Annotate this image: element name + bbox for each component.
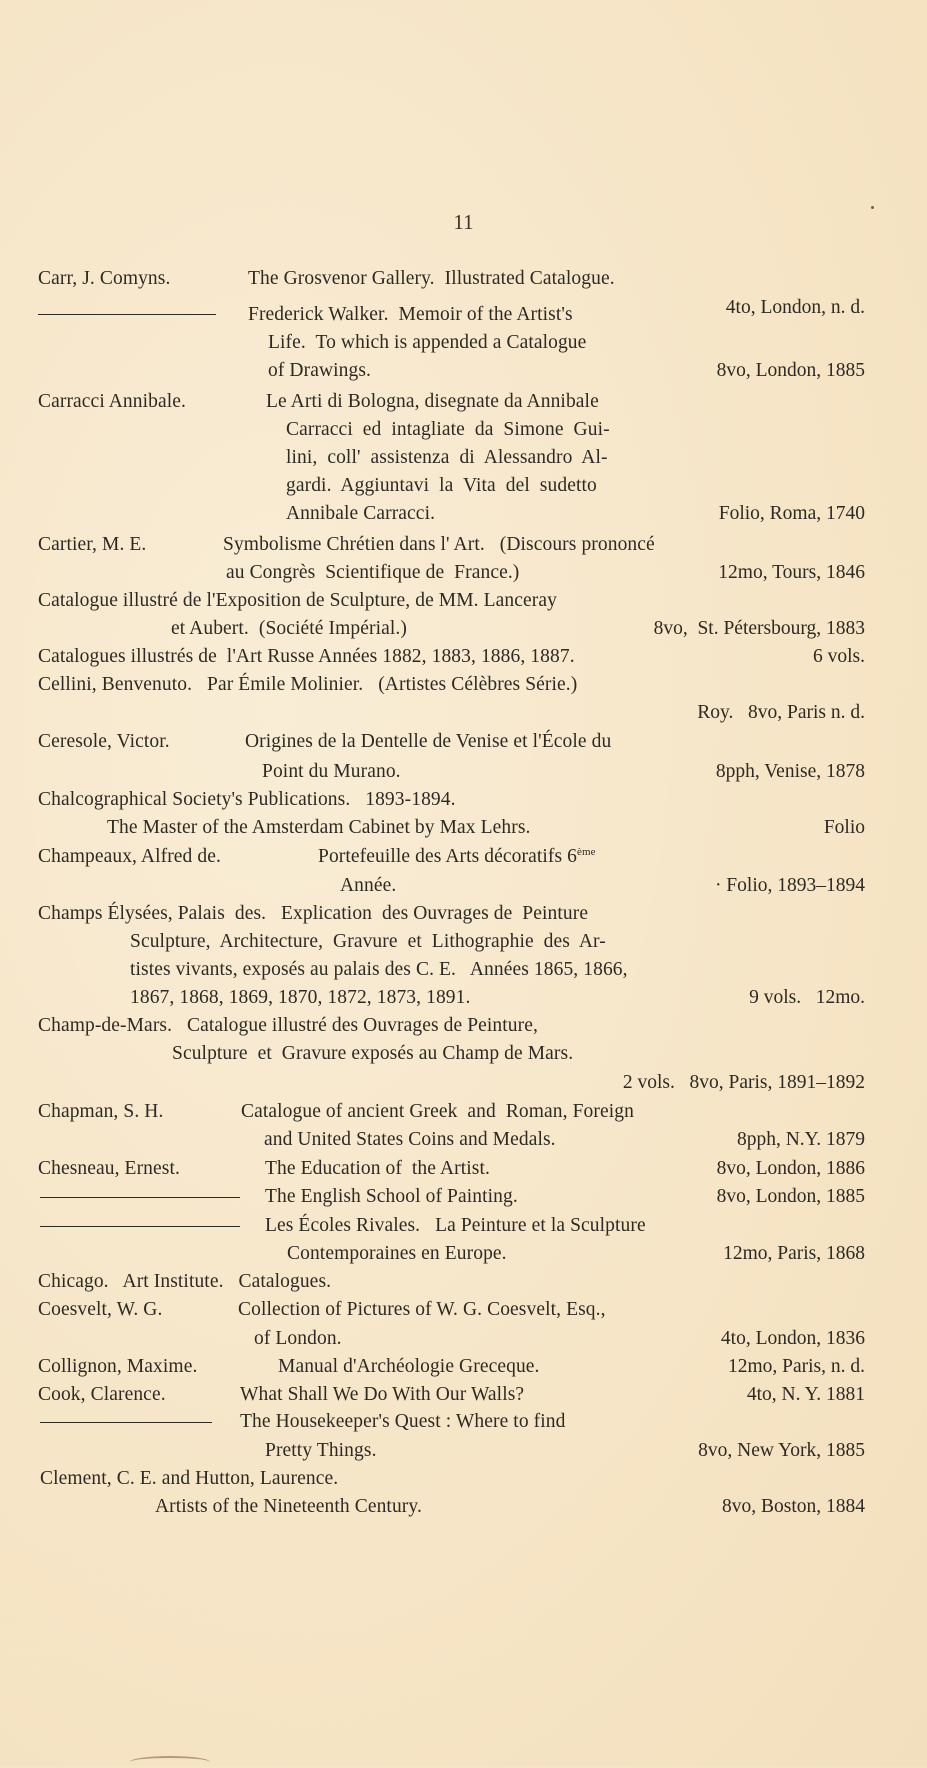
entry-author: Carracci Annibale. bbox=[38, 391, 186, 412]
entry-title-cont: Life. To which is appended a Catalogue bbox=[268, 332, 587, 353]
entry-imprint: 9 vols. 12mo. bbox=[749, 987, 865, 1008]
entry-imprint: 8vo, St. Pétersbourg, 1883 bbox=[653, 618, 865, 639]
entry-title-cont: Carracci ed intagliate da Simone Gui- bbox=[286, 419, 610, 440]
entry-title: Le Arti di Bologna, disegnate da Annibale bbox=[266, 391, 599, 412]
entry-title-cont: Artists of the Nineteenth Century. bbox=[155, 1496, 422, 1517]
entry-title-cont: The Master of the Amsterdam Cabinet by Max Lehrs. bbox=[107, 817, 531, 838]
entry-title-cont: lini, coll' assistenza di Alessandro Al- bbox=[286, 447, 608, 468]
entry-title-cont: tistes vivants, exposés au palais des C. E. Années 1865, 1866, bbox=[130, 959, 628, 980]
entry-imprint: 4to, London, n. d. bbox=[725, 297, 865, 318]
page-number: 11 bbox=[453, 210, 474, 234]
entry-imprint: 8vo, London, 1885 bbox=[716, 1186, 865, 1207]
entry-imprint: 12mo, Tours, 1846 bbox=[718, 562, 865, 583]
entry-title: The English School of Painting. bbox=[265, 1186, 518, 1207]
entry-title: Origines de la Dentelle de Venise et l'École du bbox=[245, 731, 612, 752]
entry-title-cont: 1867, 1868, 1869, 1870, 1872, 1873, 1891. bbox=[130, 987, 471, 1008]
entry-title bbox=[318, 845, 596, 869]
entry-title-cont: Sculpture et Gravure exposés au Champ de Mars. bbox=[172, 1043, 574, 1064]
entry-title-cont: Contemporaines en Europe. bbox=[287, 1243, 507, 1264]
ditto-rule bbox=[38, 314, 216, 315]
entry-imprint: 8pph, N.Y. 1879 bbox=[736, 1129, 865, 1150]
entry-title: Champ-de-Mars. Catalogue illustré des Ouvrages de Peinture, bbox=[38, 1015, 538, 1036]
entry-imprint: 6 vols. bbox=[812, 646, 865, 667]
entry-author: Chesneau, Ernest. bbox=[38, 1158, 180, 1179]
entry-title: What Shall We Do With Our Walls? bbox=[240, 1384, 525, 1405]
ditto-rule bbox=[40, 1422, 212, 1423]
entry-imprint: 8vo, Boston, 1884 bbox=[721, 1496, 865, 1517]
ink-speck bbox=[871, 206, 874, 209]
entry-imprint: 4to, London, 1836 bbox=[720, 1328, 865, 1349]
entry-imprint: 8vo, London, 1886 bbox=[716, 1158, 865, 1179]
title-text: Portefeuille des Arts décoratifs 6 bbox=[318, 846, 577, 867]
entry-author: Ceresole, Victor. bbox=[38, 731, 170, 752]
entry-title: Catalogue illustré de l'Exposition de Sculpture, de MM. Lanceray bbox=[38, 590, 557, 611]
entry-title: Chalcographical Society's Publications. 1893-1894. bbox=[38, 789, 456, 810]
entry-title-cont: au Congrès Scientifique de France.) bbox=[226, 562, 520, 583]
entry-title-cont: of London. bbox=[254, 1328, 342, 1349]
entry-imprint: Folio, Roma, 1740 bbox=[718, 503, 865, 524]
entry-imprint: 8vo, New York, 1885 bbox=[698, 1440, 865, 1461]
entry-title: Chicago. Art Institute. Catalogues. bbox=[38, 1271, 332, 1292]
entry-title-cont: and United States Coins and Medals. bbox=[264, 1129, 556, 1150]
entry-author: Chapman, S. H. bbox=[38, 1101, 164, 1122]
entry-imprint: Roy. 8vo, Paris n. d. bbox=[697, 702, 865, 723]
entry-title: Catalogue of ancient Greek and Roman, Foreign bbox=[241, 1101, 634, 1122]
entry-title: Manual d'Archéologie Greceque. bbox=[278, 1356, 540, 1377]
entry-author: Coesvelt, W. G. bbox=[38, 1299, 163, 1320]
entry-imprint: 12mo, Paris, 1868 bbox=[723, 1243, 865, 1264]
entry-title: Cellini, Benvenuto. Par Émile Molinier. (Artistes Célèbres Série.) bbox=[38, 674, 578, 695]
entry-title: The Housekeeper's Quest : Where to find bbox=[240, 1411, 566, 1432]
entry-author: Cartier, M. E. bbox=[38, 534, 147, 555]
entry-title: Champs Élysées, Palais des. Explication des Ouvrages de Peinture bbox=[38, 903, 589, 924]
entry-title-cont: Annibale Carracci. bbox=[286, 503, 436, 524]
ditto-rule bbox=[40, 1197, 240, 1198]
ditto-rule bbox=[40, 1226, 240, 1227]
entry-author: Champeaux, Alfred de. bbox=[38, 846, 221, 867]
entry-title: The Education of the Artist. bbox=[265, 1158, 490, 1179]
entry-title: The Grosvenor Gallery. Illustrated Catalogue. bbox=[248, 268, 615, 289]
entry-imprint: 8pph, Venise, 1878 bbox=[715, 761, 865, 782]
entry-author: Carr, J. Comyns. bbox=[38, 268, 171, 289]
entry-title-cont: Sculpture, Architecture, Gravure et Lithographie des Ar- bbox=[130, 931, 606, 952]
entry-title: Collection of Pictures of W. G. Coesvelt, Esq., bbox=[238, 1299, 606, 1320]
entry-title-cont: of Drawings. bbox=[268, 360, 372, 381]
entry-author: Cook, Clarence. bbox=[38, 1384, 166, 1405]
paper-stain bbox=[130, 1756, 210, 1768]
ordinal-suffix: ème bbox=[577, 846, 596, 858]
entry-title-cont: Point du Murano. bbox=[262, 761, 401, 782]
entry-imprint: 4to, N. Y. 1881 bbox=[746, 1384, 865, 1405]
entry-imprint: 8vo, London, 1885 bbox=[716, 360, 865, 381]
entry-title: Clement, C. E. and Hutton, Laurence. bbox=[40, 1468, 339, 1489]
entry-title-cont: gardi. Aggiuntavi la Vita del sudetto bbox=[286, 475, 597, 496]
entry-title-cont: Pretty Things. bbox=[265, 1440, 377, 1461]
entry-title: Les Écoles Rivales. La Peinture et la Sculpture bbox=[265, 1215, 646, 1236]
entry-title-cont: et Aubert. (Société Impérial.) bbox=[171, 618, 407, 639]
entry-imprint: 12mo, Paris, n. d. bbox=[727, 1356, 865, 1377]
entry-title-cont: Année. bbox=[340, 875, 397, 896]
entry-title: Symbolisme Chrétien dans l' Art. (Discours prononcé bbox=[223, 534, 655, 555]
entry-title: Catalogues illustrés de l'Art Russe Années 1882, 1883, 1886, 1887. bbox=[38, 646, 575, 667]
entry-imprint: Folio bbox=[823, 817, 865, 838]
entry-imprint: · Folio, 1893–1894 bbox=[714, 875, 865, 896]
entry-author: Collignon, Maxime. bbox=[38, 1356, 198, 1377]
entry-imprint: 2 vols. 8vo, Paris, 1891–1892 bbox=[622, 1072, 865, 1093]
entry-title: Frederick Walker. Memoir of the Artist's bbox=[248, 304, 573, 325]
